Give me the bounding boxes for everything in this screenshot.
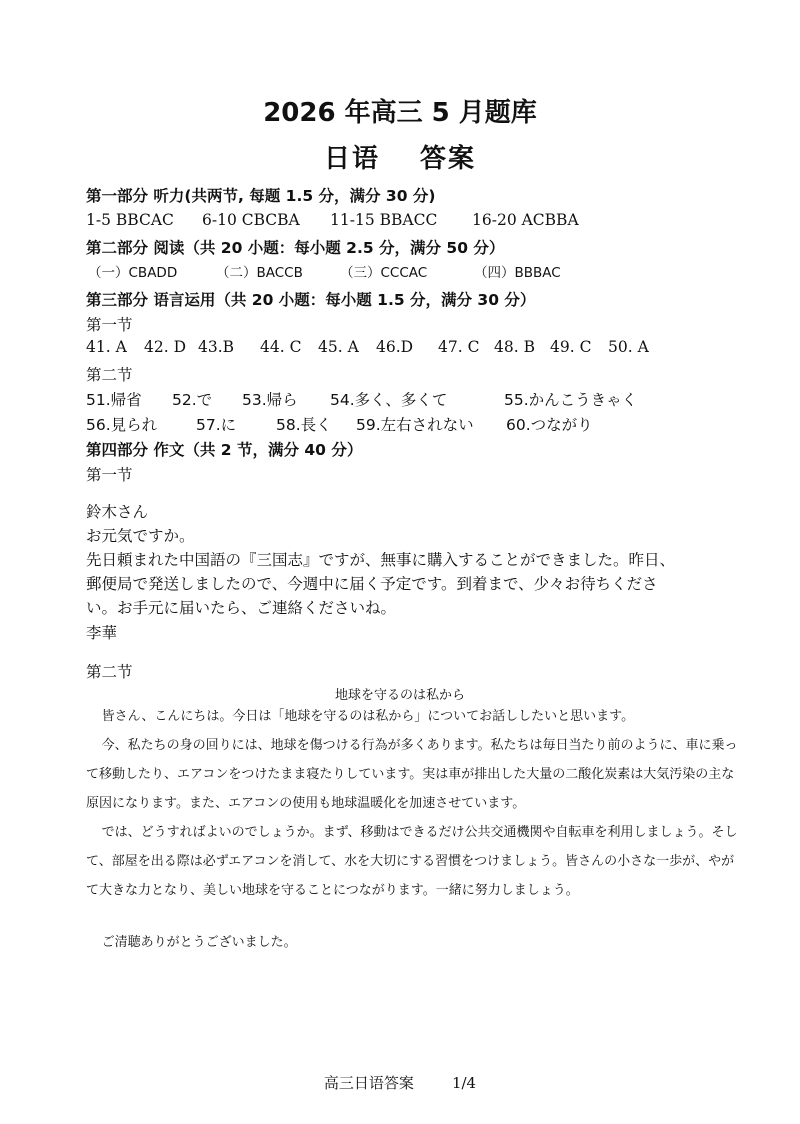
essay-paragraph: では、どうすればよいのでしょうか。まず、移動はできるだけ公共交通機関や自転車を利用しましょう。そして、部屋を出る際は必ずエアコンを消して、水を大切にする習慣をつけましょう。皆さんの小さな一歩が、やがて大きな力となり、美しい地球を守ることにつながります。一緒に努力しましょう。 bbox=[86, 825, 738, 898]
answer-item: 51.帰省 bbox=[86, 391, 142, 409]
answer-item: 46.D bbox=[376, 338, 414, 356]
answers-label: 答案 bbox=[420, 144, 477, 174]
subject-label: 日语 bbox=[323, 144, 380, 174]
answer-item: 43.B bbox=[198, 338, 235, 356]
answer-group: （三）CCCAC bbox=[340, 265, 428, 281]
footer-doc-name: 高三日语答案 bbox=[323, 1074, 414, 1092]
answer-item: 42. D bbox=[144, 338, 187, 356]
letter-signature: 李華 bbox=[86, 624, 118, 642]
part4-section1-label: 第一节 bbox=[86, 466, 133, 484]
letter-greeting: 鈴木さん bbox=[86, 503, 149, 521]
answer-item: 60.つながり bbox=[506, 416, 593, 434]
answer-item: 41. A bbox=[86, 338, 127, 356]
answer-item: 44. C bbox=[260, 338, 302, 356]
answer-item: 58.長く bbox=[276, 416, 332, 434]
part1-heading: 第一部分 听力(共两节, 每题 1.5 分，满分 30 分) bbox=[86, 187, 436, 205]
part3-section2-row1 bbox=[86, 388, 637, 410]
answer-item: 59.左右されない bbox=[356, 416, 474, 434]
answer-group: 11-15 BBACC bbox=[330, 211, 438, 229]
answer-item: 55.かんこうきゃく bbox=[504, 391, 638, 409]
essay-paragraph: 今、私たちの身の回りには、地球を傷つける行為が多くあります。私たちは毎日当たり前のように、車に乗って移動したり、エアコンをつけたまま寝たりしています。実は車が排出した大量の二酸化炭素は大気汚染の主な原因になります。また、エアコンの使用も地球温暖化を加速させています。 bbox=[86, 738, 738, 811]
answer-group: 1-5 BBCAC bbox=[86, 211, 174, 229]
essay-paragraph: ご清聴ありがとうございました。 bbox=[101, 935, 297, 950]
letter-line: 郵便局で発送しましたので、今週中に届く予定です。到着まで、少々お待ちくださ bbox=[86, 575, 658, 593]
part4-section2-label: 第二节 bbox=[86, 663, 133, 681]
answer-item: 50. A bbox=[608, 338, 649, 356]
part3-section2-row2 bbox=[86, 413, 593, 435]
essay-title: 地球を守るのは私から bbox=[334, 688, 465, 703]
part2-answers bbox=[88, 261, 561, 281]
page-subtitle bbox=[0, 138, 800, 175]
answer-item: 45. A bbox=[318, 338, 359, 356]
answer-item: 54.多く、多くて bbox=[330, 391, 448, 409]
part3-section2-label: 第二节 bbox=[86, 366, 133, 384]
letter-line: お元気ですか。 bbox=[86, 527, 195, 545]
part4-heading: 第四部分 作文（共 2 节，满分 40 分） bbox=[86, 441, 363, 459]
answer-item: 49. C bbox=[550, 338, 592, 356]
answer-item: 52.で bbox=[172, 391, 213, 409]
part3-heading: 第三部分 语言运用（共 20 小题：每小题 1.5 分，满分 30 分） bbox=[86, 291, 536, 309]
page-footer bbox=[0, 1072, 800, 1093]
part3-section1-label: 第一节 bbox=[86, 316, 133, 334]
part1-answers bbox=[86, 211, 579, 229]
part2-heading: 第二部分 阅读（共 20 小题：每小题 2.5 分，满分 50 分） bbox=[86, 239, 505, 257]
answer-item: 57.に bbox=[196, 416, 237, 434]
footer-page-number: 1/4 bbox=[451, 1074, 477, 1092]
answer-item: 53.帰ら bbox=[242, 391, 298, 409]
part3-section1-answers bbox=[86, 338, 649, 356]
answer-item: 56.見られ bbox=[86, 416, 158, 434]
answer-group: 6-10 CBCBA bbox=[202, 211, 300, 229]
answer-group: （一）CBADD bbox=[88, 265, 178, 281]
answer-group: （二）BACCB bbox=[216, 265, 303, 281]
essay-paragraph: 皆さん、こんにちは。今日は「地球を守るのは私から」についてお話ししたいと思います。 bbox=[101, 709, 635, 724]
answer-item: 47. C bbox=[438, 338, 480, 356]
page-title: 2026 年高三 5 月题库 bbox=[263, 98, 537, 128]
answer-group: （四）BBBAC bbox=[474, 265, 561, 281]
letter-line: い。お手元に届いたら、ご連絡くださいね。 bbox=[86, 599, 397, 617]
answer-group: 16-20 ACBBA bbox=[472, 211, 579, 229]
answer-item: 48. B bbox=[494, 338, 535, 356]
letter-line: 先日頼まれた中国語の『三国志』ですが、無事に購入することができました。昨日、 bbox=[86, 551, 676, 569]
